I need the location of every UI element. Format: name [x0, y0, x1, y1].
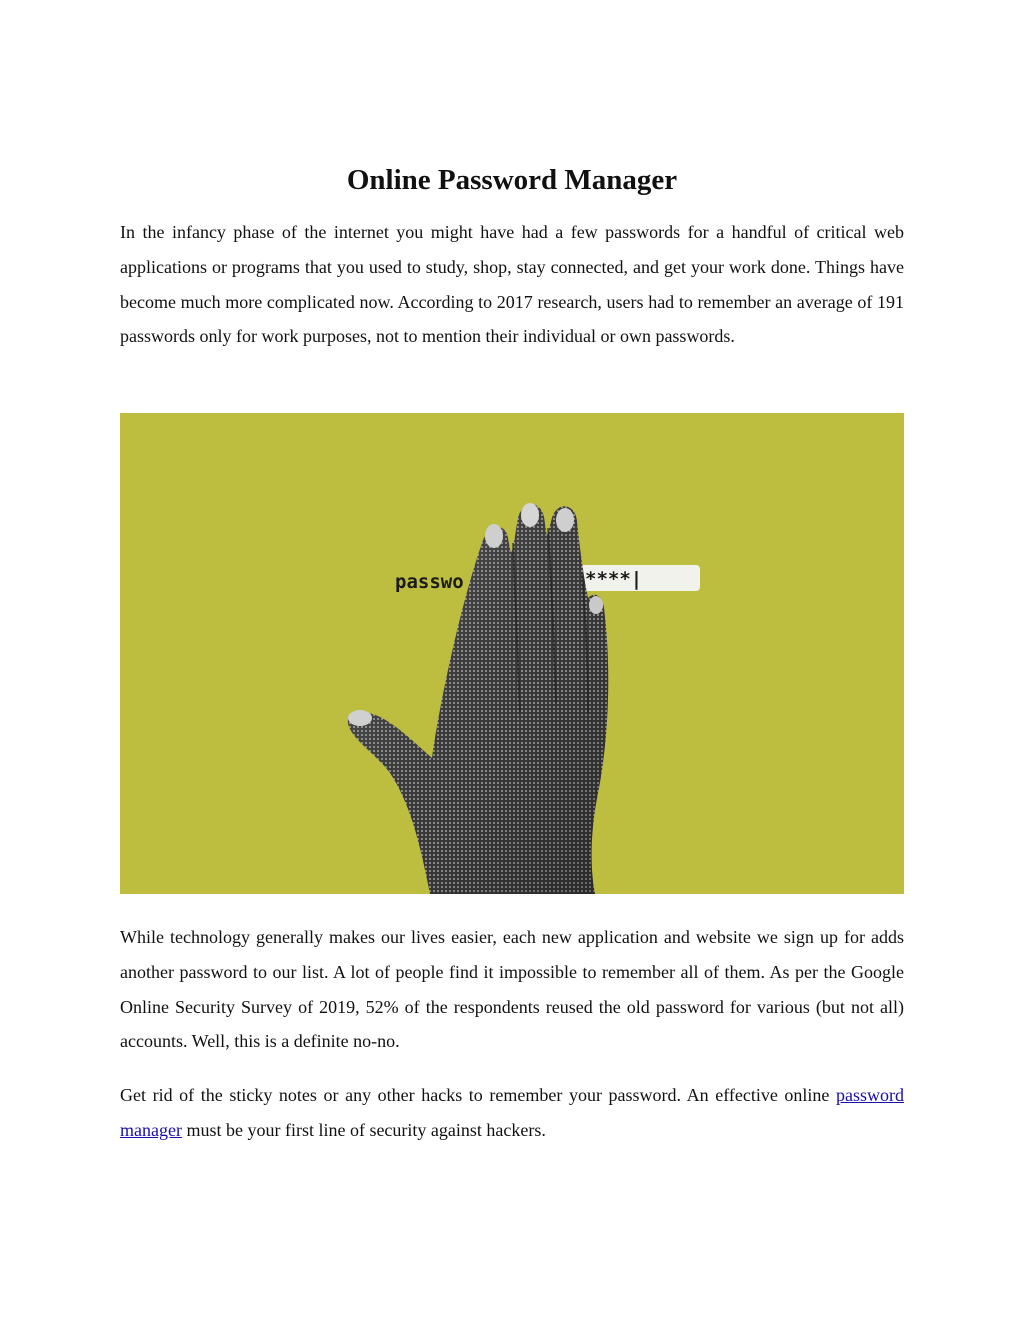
intro-paragraph: In the infancy phase of the internet you might have had a few passwords for a handful of critical web applications or programs that you used to study, shop, stay connected, and get your work done. Things have become much more complicated now. According to 2017 research, users had to remember an average of 191 passwords only for work purposes, not to mention their individual or own passwords. — [120, 222, 904, 347]
closing-text-end: must be your first line of security against hackers. — [181, 1119, 546, 1140]
password-masked-value: ****| — [585, 568, 643, 590]
password-hand-image — [120, 413, 904, 894]
body-paragraph: While technology generally makes our lives easier, each new application and website we sign up for adds another password to our list. A lot of people find it impossible to remember all of them. As per the Google Online Security Survey of 2019, 52% of the respondents reused the old password for various (but not all) accounts. Well, this is a definite no-no. — [120, 927, 904, 1052]
hand-shape — [348, 503, 608, 894]
password-field-label: passwo — [395, 571, 464, 593]
closing-text-start: Get rid of the sticky notes or any other hacks to remember your password. An effective online — [120, 1085, 836, 1105]
hand-covering-password-illustration — [120, 413, 904, 894]
password-manager-link[interactable]: password manager — [120, 1085, 904, 1140]
page-title: Online Password Manager — [346, 164, 678, 196]
closing-paragraph — [120, 1078, 904, 1148]
